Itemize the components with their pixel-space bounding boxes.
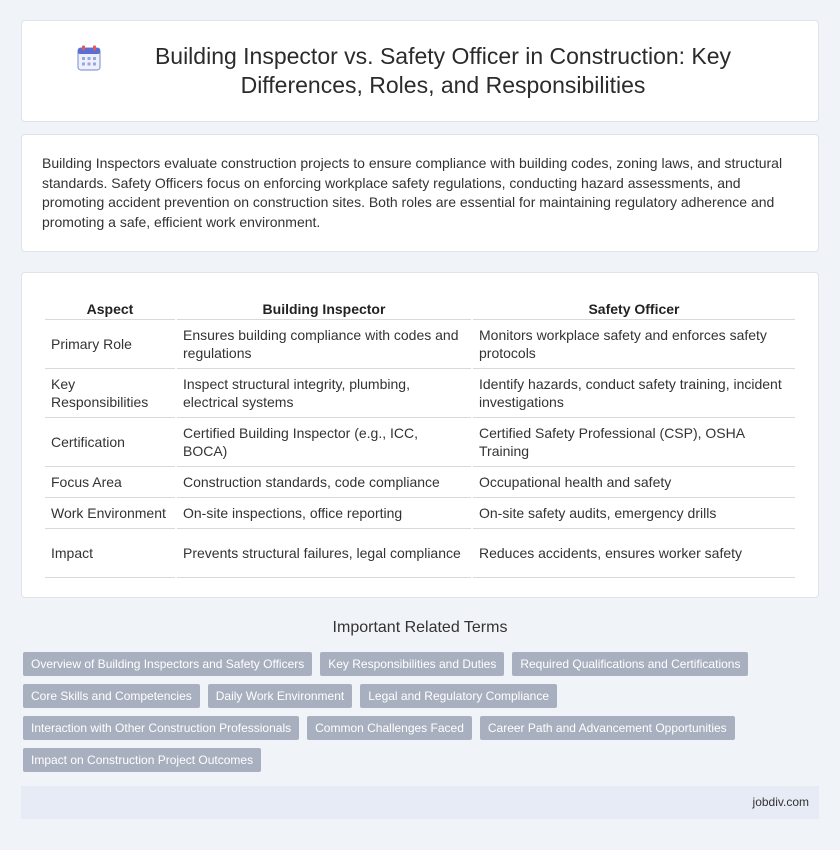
aspect-cell: Impact [45, 529, 175, 578]
title-card [21, 20, 819, 122]
intro-text: Building Inspectors evaluate construction projects to ensure compliance with building codes, zoning laws, and structural standards. Safety Officers focus on enforcing workplace safety regulations, conducting hazard assessments, and promoting accident prevention on construction sites. Both roles are essential for maintaining regulatory adherence and promoting a safe, efficient work environment. [42, 155, 783, 230]
page-title: Building Inspector vs. Safety Officer in Construction: Key Differences, Roles, and Responsibilities [154, 43, 732, 98]
inspector-cell: Certified Building Inspector (e.g., ICC, BOCA) [177, 418, 471, 467]
related-tag-link[interactable]: Required Qualifications and Certifications [512, 652, 748, 676]
header-safety-officer: Safety Officer [473, 296, 795, 320]
related-tag-link[interactable]: Daily Work Environment [208, 684, 352, 708]
officer-cell: Reduces accidents, ensures worker safety [473, 529, 795, 578]
comparison-card [21, 272, 819, 598]
title-wrap [22, 42, 818, 100]
table-row [45, 369, 795, 418]
footer-site-link[interactable]: jobdiv.com [752, 795, 809, 809]
table-row [45, 320, 795, 369]
related-terms-title: Important Related Terms [332, 619, 508, 636]
aspect-cell: Key Responsibilities [45, 369, 175, 418]
related-tag-link[interactable]: Core Skills and Competencies [23, 684, 200, 708]
inspector-cell: Prevents structural failures, legal compliance [177, 529, 471, 578]
related-tag-link[interactable]: Career Path and Advancement Opportunities [480, 716, 735, 740]
inspector-cell: Construction standards, code compliance [177, 467, 471, 498]
officer-cell: On-site safety audits, emergency drills [473, 498, 795, 529]
related-tag-link[interactable]: Impact on Construction Project Outcomes [23, 748, 261, 772]
officer-cell: Certified Safety Professional (CSP), OSHA Training [473, 418, 795, 467]
related-tag-link[interactable]: Key Responsibilities and Duties [320, 652, 504, 676]
aspect-cell: Primary Role [45, 320, 175, 369]
related-tag-link[interactable]: Overview of Building Inspectors and Safety Officers [23, 652, 312, 676]
intro-card [21, 134, 819, 252]
officer-cell: Identify hazards, conduct safety training, incident investigations [473, 369, 795, 418]
table-header-row [45, 296, 795, 320]
inspector-cell: Inspect structural integrity, plumbing, electrical systems [177, 369, 471, 418]
aspect-cell: Certification [45, 418, 175, 467]
calendar-icon [77, 45, 101, 71]
table-row [45, 467, 795, 498]
table-row [45, 418, 795, 467]
footer [21, 786, 819, 819]
table-row [45, 498, 795, 529]
aspect-cell: Focus Area [45, 467, 175, 498]
inspector-cell: Ensures building compliance with codes and regulations [177, 320, 471, 369]
officer-cell: Occupational health and safety [473, 467, 795, 498]
related-tags [23, 652, 823, 780]
related-tag-link[interactable]: Interaction with Other Construction Professionals [23, 716, 299, 740]
related-tag-link[interactable]: Common Challenges Faced [307, 716, 472, 740]
officer-cell: Monitors workplace safety and enforces safety protocols [473, 320, 795, 369]
inspector-cell: On-site inspections, office reporting [177, 498, 471, 529]
related-tag-link[interactable]: Legal and Regulatory Compliance [360, 684, 557, 708]
header-aspect: Aspect [45, 296, 175, 320]
table-row [45, 529, 795, 578]
header-building-inspector: Building Inspector [177, 296, 471, 320]
comparison-table [43, 296, 797, 578]
aspect-cell: Work Environment [45, 498, 175, 529]
